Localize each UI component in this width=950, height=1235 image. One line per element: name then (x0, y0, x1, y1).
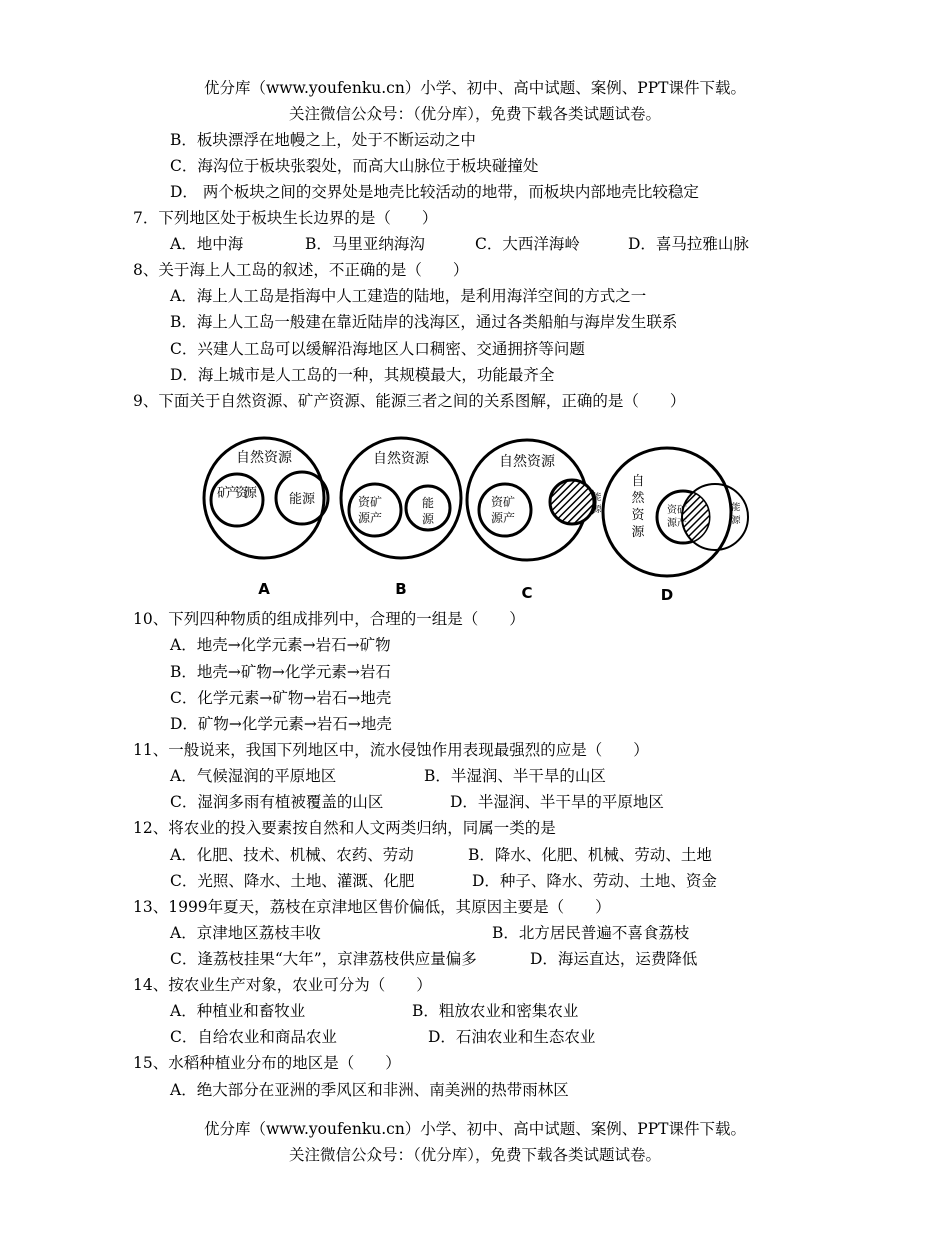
diagram-d-letter: D (660, 586, 674, 604)
diagram-b-letter: B (395, 580, 407, 598)
q7-stem: 7．下列地区处于板块生长边界的是（ ） (133, 209, 438, 227)
q13-stem: 13、1999年夏天，荔枝在京津地区售价偏低，其原因主要是（ ） (133, 898, 611, 916)
q12-stem: 12、将农业的投入要素按自然和人文两类归纳，同属一类的是 (133, 819, 556, 837)
diagram-c-energy-label-2: 源 (592, 505, 602, 515)
q15-option-a: A．绝大部分在亚洲的季风区和非洲、南美洲的热带雨林区 (170, 1081, 569, 1099)
diagram-c-natural-label: 自然资源 (499, 454, 555, 470)
q11-option-b: B．半湿润、半干旱的山区 (424, 767, 606, 785)
diagram-d-natural-char-4: 源 (631, 525, 645, 540)
q13-option-b: B．北方居民普遍不喜食荔枝 (492, 924, 690, 942)
q7-option-b: B．马里亚纳海沟 (305, 235, 425, 253)
page-footer-line1: 优分库（www.youfenku.cn）小学、初中、高中试题、案例、PPT课件下载。 (203, 1120, 747, 1138)
q7-options (0, 234, 950, 254)
page-header-line2: 关注微信公众号：（优分库），免费下载各类试题试卷。 (288, 105, 661, 123)
q6-option-c: C．海沟位于板块张裂处，而高大山脉位于板块碰撞处 (170, 157, 539, 175)
resource-relationship-diagram (200, 430, 760, 610)
q7-option-a: A．地中海 (170, 235, 244, 253)
q12-option-c: C．光照、降水、土地、灌溉、化肥 (170, 872, 415, 890)
diagram-d-energy-label-1: 能 (731, 503, 741, 513)
diagram-b-mineral-circle (349, 484, 401, 536)
diagram-b-natural-label: 自然资源 (373, 451, 429, 467)
q14-options-row2 (0, 1027, 950, 1047)
q10-option-d: D．矿物→化学元素→岩石→地壳 (170, 715, 392, 733)
q13-option-c: C．逢荔枝挂果“大年”，京津荔枝供应量偏多 (170, 950, 477, 968)
q8-option-b: B．海上人工岛一般建在靠近陆岸的浅海区，通过各类船舶与海岸发生联系 (170, 313, 678, 331)
diagram-b-mineral-label-2: 源产 (357, 511, 383, 525)
q8-stem: 8、关于海上人工岛的叙述，不正确的是（ ） (133, 261, 469, 279)
diagram-d-mineral-label-2: 源产 (667, 518, 687, 529)
q6-option-d: D． 两个板块之间的交界处是地壳比较活动的地带，而板块内部地壳比较稳定 (170, 183, 699, 201)
page-footer-line2: 关注微信公众号：（优分库），免费下载各类试题试卷。 (288, 1146, 661, 1164)
q6-option-b: B．板块漂浮在地幔之上，处于不断运动之中 (170, 131, 476, 149)
q8-option-a: A．海上人工岛是指海中人工建造的陆地，是利用海洋空间的方式之一 (170, 287, 647, 305)
q11-options-row2 (0, 792, 950, 812)
q11-stem: 11、一般说来，我国下列地区中，流水侵蚀作用表现最强烈的应是（ ） (133, 741, 649, 759)
diagram-d-energy-label-2: 源 (731, 516, 741, 526)
diagram-d-natural-char-2: 然 (631, 491, 645, 506)
q14-stem: 14、按农业生产对象，农业可分为（ ） (133, 976, 432, 994)
q12-option-d: D．种子、降水、劳动、土地、资金 (472, 872, 717, 890)
diagram-d-natural-char-3: 资 (631, 508, 645, 523)
diagram-d-mineral-label-1: 资矿 (667, 505, 687, 516)
q12-options-row2 (0, 871, 950, 891)
q14-option-c: C．自给农业和商品农业 (170, 1028, 337, 1046)
q14-option-b: B．粗放农业和密集农业 (412, 1002, 579, 1020)
diagram-b (341, 438, 461, 598)
diagram-c (467, 440, 602, 602)
q15-stem: 15、水稻种植业分布的地区是（ ） (133, 1054, 401, 1072)
q13-option-a: A．京津地区荔枝丰收 (170, 924, 321, 942)
q12-option-a: A．化肥、技术、机械、农药、劳动 (170, 846, 414, 864)
diagram-c-mineral-label-2: 源产 (490, 511, 516, 525)
diagram-a-letter: A (258, 580, 270, 598)
q7-option-d: D．喜马拉雅山脉 (628, 235, 749, 253)
diagram-c-energy-label-1: 能 (592, 493, 602, 503)
q12-options-row1 (0, 845, 950, 865)
q8-option-d: D．海上城市是人工岛的一种，其规模最大，功能最齐全 (170, 366, 555, 384)
diagram-b-energy-label-2: 源 (421, 512, 435, 526)
diagram-b-energy-label-1: 能 (421, 496, 435, 510)
diagram-c-energy-hatched-circle (550, 480, 594, 524)
q11-option-c: C．湿润多雨有植被覆盖的山区 (170, 793, 384, 811)
diagram-a-mineral-label: 矿产资源 (217, 486, 257, 501)
q14-option-a: A．种植业和畜牧业 (170, 1002, 306, 1020)
q14-option-d: D．石油农业和生态农业 (428, 1028, 596, 1046)
q10-option-b: B．地壳→矿物→化学元素→岩石 (170, 663, 391, 681)
q10-stem: 10、下列四种物质的组成排列中，合理的一组是（ ） (133, 610, 525, 628)
diagram-a-natural-label: 自然资源 (236, 450, 292, 466)
q11-options-row1 (0, 766, 950, 786)
q9-stem: 9、下面关于自然资源、矿产资源、能源三者之间的关系图解，正确的是（ ） (133, 392, 686, 410)
diagram-b-mineral-label-1: 资矿 (357, 495, 383, 509)
q7-option-c: C．大西洋海岭 (475, 235, 580, 253)
q13-options-row2 (0, 949, 950, 969)
q11-option-d: D．半湿润、半干旱的平原地区 (450, 793, 664, 811)
q12-option-b: B．降水、化肥、机械、劳动、土地 (468, 846, 712, 864)
q8-option-c: C．兴建人工岛可以缓解沿海地区人口稠密、交通拥挤等问题 (170, 340, 585, 358)
diagram-a-energy-label: 能源 (288, 492, 316, 507)
q11-option-a: A．气候湿润的平原地区 (170, 767, 337, 785)
diagram-d-natural-char-1: 自 (631, 474, 645, 489)
q14-options-row1 (0, 1001, 950, 1021)
q10-option-c: C．化学元素→矿物→岩石→地壳 (170, 689, 392, 707)
q13-option-d: D．海运直达，运费降低 (530, 950, 698, 968)
diagram-d (603, 448, 748, 604)
q13-options-row1 (0, 923, 950, 943)
diagram-a (204, 438, 328, 598)
diagram-c-mineral-label-1: 资矿 (490, 495, 516, 509)
q10-option-a: A．地壳→化学元素→岩石→矿物 (170, 636, 391, 654)
page-header-line1: 优分库（www.youfenku.cn）小学、初中、高中试题、案例、PPT课件下载。 (203, 79, 747, 97)
diagram-c-mineral-circle (479, 484, 531, 536)
diagram-c-letter: C (521, 584, 533, 602)
